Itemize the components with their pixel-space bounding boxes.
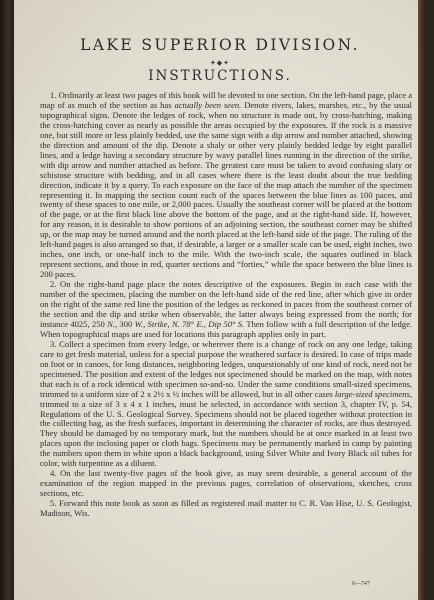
book-spine [0,0,14,600]
italic-run: large-sized specimens, [334,388,412,399]
page-edge [418,0,426,600]
text-run: 1. Ordinarily at least two pages of this book will be devoted to one section. On the left-hand page, place a map of as much of the section as has [40,90,412,110]
italic-run: N. [107,318,115,329]
text-run: , 300 [114,318,135,329]
italic-run: W., Strike, N. 78° E., Dip 50° S. [134,318,245,329]
paragraph-1 [40,91,412,280]
paragraph-2 [40,280,412,340]
text-run: Then follow with a full description of the ledge. When topographical maps are used for locations this paragraph applies only in part. [40,318,413,339]
paragraph-5 [40,499,412,519]
running-head: LAKE SUPERIOR DIVISION. [80,36,360,54]
text-run: 3. Collect a specimen from every ledge, or wherever there is a change of rock on any one ledge, taking care to get fresh material, unless for a special purpose the weathered surface is desired. In case of trips made on foot or in canoes, for long distances, neighboring ledges, unquestionably of one kind of rock, need not be specimened. The position and extent of the ledges not specimened should be marked on the map, with notes that each is of a rock identical with specimen so-and-so. Under the same conditions small-sized specimens, trimmed to a uniform size of 2 x 2½ x ½ inches will be allowed, but in all other cases [40,338,412,399]
section-heading: INSTRUCTIONS. [148,68,292,84]
paragraph-3 [40,340,412,469]
paragraph-4 [40,469,412,499]
ornament-rule: ✦◆✦ [209,59,231,67]
instructions-body [40,91,412,519]
text-run: 4. On the last twenty-five pages of the book give, as may seem desirable, a general account of the examination of the region mapped in the previous pages, correlation of observations, sketches, cross sections, etc. [40,468,412,499]
text-run: 5. Forward this note book as soon as filled as registered mail matter to C. R. Van Hise, U. S. Geologist, Madison, Wis. [40,498,412,519]
notebook-page [14,0,426,600]
text-run: trimmed to a size of 3 x 4 x 1 inches, must be selected, in accordance with section 3, chapter IV, p. 54, Regulations of the U. S. Geological Survey. Specimens should not be placed together without protection in the collecting bag, as the fresh surfaces, important in determining the character of rocks, are thus destroyed. They should be damaged by no temporary mark, but the numbers should be at once marked in at least two places upon the inclosing paper or cloth bags. Specimens may be permanently marked in camp by painting the numbers upon them in white upon a black background, using Silver White and Ivory Black oil tubes for color, with turpentine as a diluent. [40,398,412,469]
text-run: Denote rivers, lakes, marshes, etc., by the usual topographical signs. Denote the ledges of rock, when no structure is made out, by cross-hatching, making the cross-hatching cover as nearly as possible the areas occupied by the exposures. If the rock is a massive one, but still more or less plainly bedded, use the same sign with a dip arrow and number attached, showing the direction and amount of the dip. Denote a shaly or other very plainly bedded ledge by eight parallel lines, and a ledge having a secondary structure by wavy parallel lines running in the direction of the strike, with dip arrow and number attached as before. The greatest care must be taken to avoid confusing slaty or schistose structure with bedding, and in all cases where there is the least doubt about the true bedding direction, indicate it by a query. To each exposure on the face of the map attach the number of the specimen representing it. In mapping the section count each of the spaces between the blue lines as 100 paces, and twenty of these spaces to one mile, or 2,000 paces. Usually the southeast corner will be placed at the bottom of the page, or at the first black line above the bottom of the page, and at the right-hand side. If, however, for any reason, it is desirable to show portions of an adjoining section, the southeast corner may be shifted up, or the map may be turned around and the north placed at the left-hand side of the page. The ruling of the left-hand pages is also arranged so that, if desirable, a larger or a smaller scale can be used, eight inches, two inches, one inch, or one-half inch to the mile. With the two-inch scale, the squares outlined in black represent sections, and those in red, quarter sections and “forties,” while the space between the blue lines is 200 paces. [40,99,412,280]
text-run: 2. On the right-hand page place the notes descriptive of the exposures. Begin in each case with the number of the specimen, placing the number on the left-hand side of the red line, after which give in order on the right of the same red line the position of the ledges as reckoned in paces from the southeast corner of the section and the dip and strike when observable, the latter always being expressed from the north; for instance 4025, 250 [40,279,412,329]
printer-signature: 6—747 [352,581,370,587]
italic-run: actually been seen. [174,99,242,110]
